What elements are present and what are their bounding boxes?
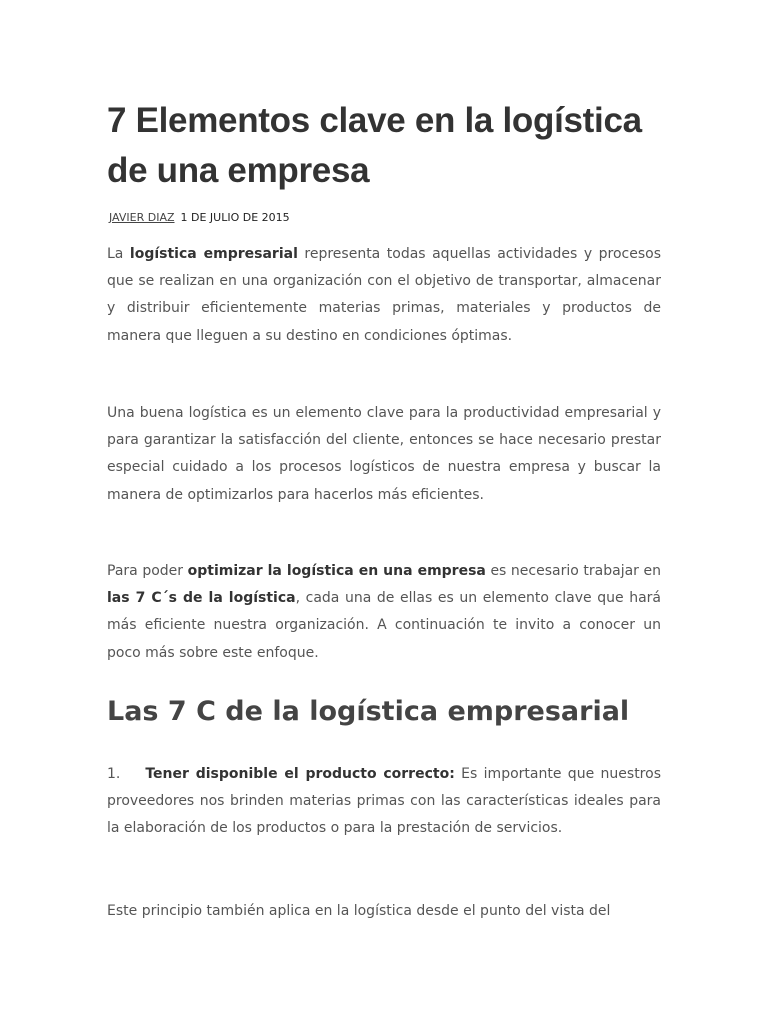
paragraph-principle: Este principio también aplica en la logística desde el punto del vista del: [107, 903, 611, 919]
paragraph-optimize: [107, 558, 661, 667]
paragraph-text: es necesario trabajar en: [485, 563, 661, 579]
paragraph-text: Es importante que nuestros proveedores nos brinden materias primas con las características ideales para la elaboración de los productos o para la prestación de servicios.: [107, 766, 661, 837]
bold-phrase: optimizar la logística en una empresa: [187, 563, 486, 579]
paragraph-productivity: Una buena logística es un elemento clave para la productividad empresarial y para garantizar la satisfacción del cliente, entonces se hace necesario prestar especial cuidado a los procesos logísticos de nuestra empresa y buscar la manera de optimizarlos para hacerlos más eficientes.: [107, 405, 661, 503]
list-item-1: [107, 761, 661, 843]
list-item-title: Tener disponible el producto correcto:: [145, 766, 455, 782]
article-meta: [107, 211, 290, 224]
paragraph-text: representa todas aquellas actividades y procesos que se realizan en una organización con el objetivo de transportar, almacenar y distribuir eficientemente materias primas, materiales y productos de manera que lleguen a su destino en condiciones óptimas.: [107, 246, 661, 344]
bold-phrase: las 7 C´s de la logística: [107, 590, 296, 607]
list-number: 1.: [107, 766, 121, 782]
article-title: 7 Elementos clave en la logística de una empresa: [107, 101, 642, 190]
paragraph-text: , cada una de ellas es un elemento clave que hará más eficiente nuestra organización. A continuación te invito a conocer un poco más sobre este enfoque.: [107, 590, 661, 661]
paragraph-text: Para poder: [107, 563, 188, 579]
paragraph-text: La: [107, 246, 130, 262]
paragraph-intro: [107, 241, 661, 350]
author-link[interactable]: JAVIER DIAZ: [109, 211, 175, 224]
publish-date: 1 DE JULIO DE 2015: [180, 211, 290, 224]
section-heading: Las 7 C de la logística empresarial: [107, 696, 630, 727]
bold-phrase: logística empresarial: [129, 246, 298, 262]
